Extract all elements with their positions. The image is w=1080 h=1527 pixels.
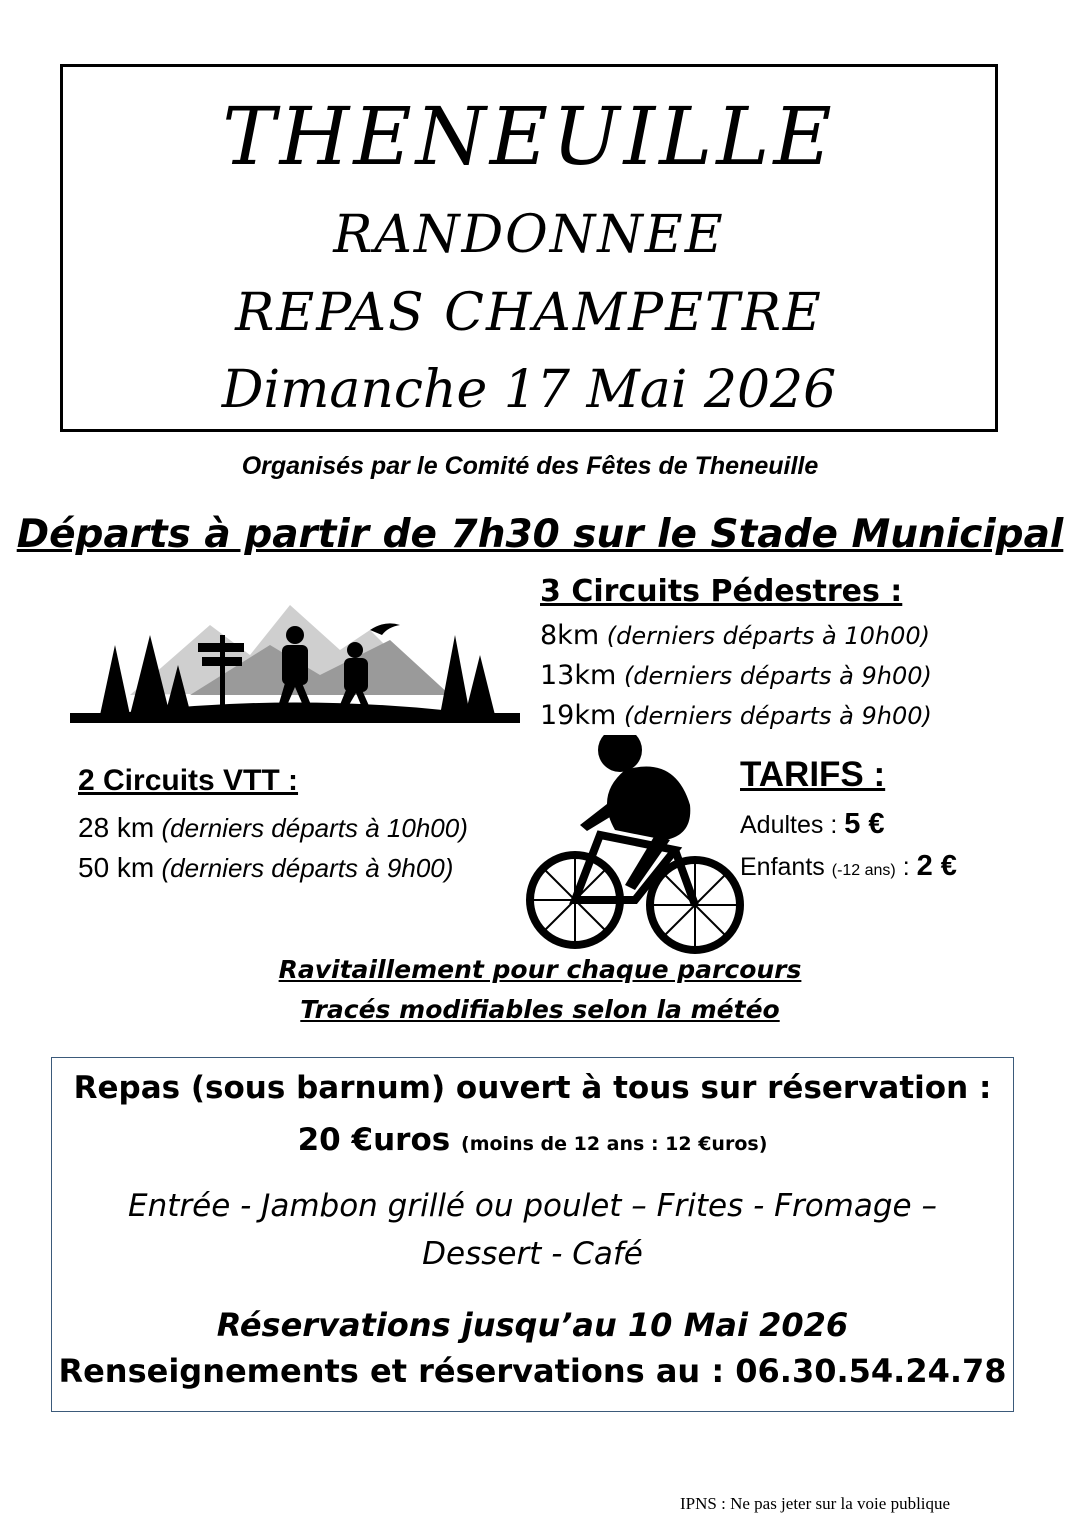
supply-note: Ravitaillement pour chaque parcours <box>278 955 802 984</box>
pedestrian-distance: 8km <box>540 620 600 651</box>
pedestrian-distance: 13km <box>540 660 617 691</box>
tarif-adults <box>740 808 885 841</box>
ipns-notice: IPNS : Ne pas jeter sur la voie publique <box>680 1494 951 1513</box>
tarif-adults-price: 5 € <box>844 808 885 840</box>
menu-line: Dessert - Café <box>422 1236 643 1272</box>
meal-price-note: (moins de 12 ans : 12 €uros) <box>461 1133 768 1155</box>
tarif-children-age: (-12 ans) <box>831 862 896 879</box>
meal-price: 20 €uros <box>297 1122 451 1158</box>
tarif-children-colon: : <box>902 853 910 881</box>
route-note: Tracés modifiables selon la météo <box>300 995 780 1024</box>
meal-title: Repas (sous barnum) ouvert à tous sur réservation : <box>73 1070 992 1106</box>
tarif-children <box>740 850 957 883</box>
cyclist-illustration <box>525 735 750 965</box>
organizer-line: Organisés par le Comité des Fêtes de Theneuille <box>241 452 819 480</box>
vtt-row <box>78 812 468 844</box>
event-date: Dimanche 17 Mai 2026 <box>221 360 837 420</box>
vtt-title: 2 Circuits VTT : <box>78 764 299 797</box>
contact-line: Renseignements et réservations au : 06.30.54.24.78 <box>58 1352 1007 1390</box>
reservation-deadline: Réservations jusqu’au 10 Mai 2026 <box>216 1306 849 1344</box>
pedestrian-row <box>540 660 932 691</box>
event-subtitle-meal: REPAS CHAMPETRE <box>235 283 823 343</box>
vtt-note: (derniers départs à 9h00) <box>161 853 454 883</box>
tarifs-title: TARIFS : <box>740 755 886 794</box>
pedestrian-note: (derniers départs à 9h00) <box>623 662 932 690</box>
pedestrian-row <box>540 620 930 651</box>
event-subtitle-hike: RANDONNEE <box>333 205 725 265</box>
hikers-illustration <box>70 595 520 725</box>
pedestrian-distance: 19km <box>540 700 617 731</box>
tarif-children-label: Enfants <box>740 853 825 881</box>
vtt-row <box>78 852 453 884</box>
vtt-distance: 28 km <box>78 812 155 843</box>
pedestrian-row <box>540 700 932 731</box>
pedestrian-title: 3 Circuits Pédestres : <box>540 574 903 609</box>
event-title: THENEUILLE <box>222 90 836 183</box>
vtt-note: (derniers départs à 10h00) <box>161 813 468 843</box>
pedestrian-note: (derniers départs à 9h00) <box>623 702 932 730</box>
departure-info: Départs à partir de 7h30 sur le Stade Municipal <box>16 512 1064 557</box>
pedestrian-note: (derniers départs à 10h00) <box>606 622 930 650</box>
meal-price-line <box>51 1122 1014 1158</box>
tarif-children-price: 2 € <box>916 850 957 882</box>
vtt-distance: 50 km <box>78 852 155 883</box>
tarif-adults-label: Adultes : <box>740 811 838 839</box>
menu-line: Entrée - Jambon grillé ou poulet – Frites - Fromage – <box>128 1188 937 1224</box>
